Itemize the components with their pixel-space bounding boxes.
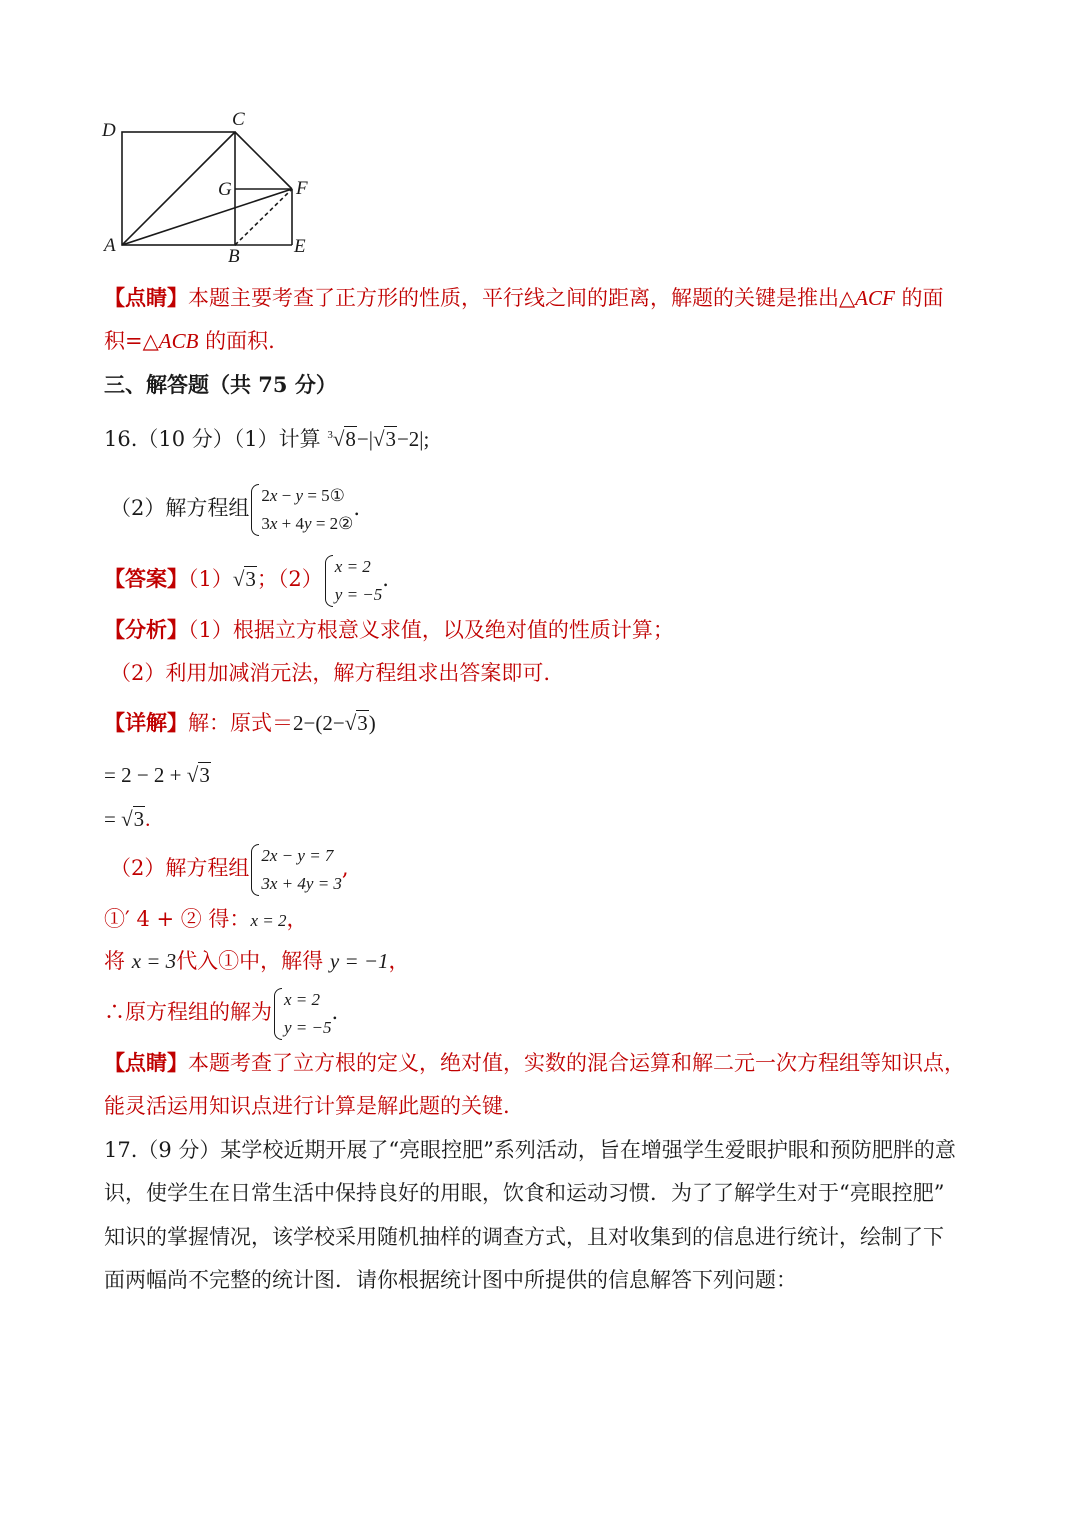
geometry-figure <box>98 104 338 264</box>
point2-line-2: 能灵活运用知识点进行计算是解此题的关键. <box>104 1094 510 1118</box>
detail-line-2: = 2 − 2 + √3 <box>104 763 210 787</box>
detail-tag: 【详解】 <box>104 710 188 735</box>
q17-line-2: 识，使学生在日常生活中保持良好的用眼，饮食和运动习惯．为了了解学生对于“亮眼控肥” <box>104 1181 945 1205</box>
detail-line-3: = √3. <box>104 807 151 831</box>
equation-system: 2x − y = 5① 3x + 4y = 2② <box>249 482 353 538</box>
solution-system: x = 2 y = −5 <box>272 986 332 1042</box>
analysis-line-2: （2）利用加减消元法，解方程组求出答案即可. <box>110 661 551 685</box>
answer-tag: 【答案】 <box>104 566 188 591</box>
detail-solution: ∴原方程组的解为 x = 2 y = −5 . <box>104 982 338 1042</box>
label-b: B <box>228 246 240 264</box>
analysis-tag: 【分析】 <box>104 617 188 642</box>
detail-step-2: 将 x = 3代入①中，解得 y = −1， <box>104 949 410 973</box>
segment-af <box>122 189 292 245</box>
label-a: A <box>104 235 116 256</box>
label-g: G <box>218 179 232 200</box>
detail-line-4: （2）解方程组 2x − y = 7 3x + 4y = 3 , <box>110 838 349 898</box>
section-title: 三、解答题（共 75 分） <box>104 372 337 397</box>
detail-step-1: ①′ 4 + ② 得：x = 2， <box>104 907 308 931</box>
q17-line-3: 知识的掌握情况，该学校采用随机抽样的调查方式，且对收集到的信息进行统计，绘制了下 <box>104 1225 944 1249</box>
q17-line-1: 17.（9 分）某学校近期开展了“亮眼控肥”系列活动，旨在增强学生爱眼护眼和预防肥胖的意 <box>104 1138 956 1162</box>
q16-line-2: （2）解方程组 2x − y = 5① 3x + 4y = 2② . <box>110 478 360 538</box>
label-d: D <box>102 120 116 141</box>
q16-line-1: 16.（10 分）（1）计算 $^3$√8−|√3−2|; <box>104 427 430 451</box>
detail-system: 2x − y = 7 3x + 4y = 3 <box>249 842 342 898</box>
detail-line-1: 【详解】解：原式＝2−(2−√3) <box>104 710 376 735</box>
label-e: E <box>294 236 306 257</box>
label-f: F <box>296 178 308 199</box>
analysis-line-1: 【分析】（1）根据立方根意义求值，以及绝对值的性质计算； <box>104 617 674 642</box>
point-line-1: 【点睛】本题主要考查了正方形的性质，平行线之间的距离，解题的关键是推出△ACF 的面 <box>104 285 944 310</box>
point2-line-1: 【点睛】本题考查了立方根的定义，绝对值，实数的混合运算和解二元一次方程组等知识点， <box>104 1050 965 1075</box>
point-line-2: 积=△ACB 的面积. <box>104 329 275 353</box>
segment-bf-dashed <box>235 189 292 245</box>
point-tag: 【点睛】 <box>104 285 188 310</box>
point2-tag: 【点睛】 <box>104 1050 188 1075</box>
q17-line-4: 面两幅尚不完整的统计图．请你根据统计图中所提供的信息解答下列问题： <box>104 1268 797 1292</box>
answer-system: x = 2 y = −5 <box>323 553 383 609</box>
label-c: C <box>232 109 245 130</box>
answer-line: 【答案】（1）√3；（2） x = 2 y = −5 . <box>104 549 389 609</box>
segment-cf <box>235 132 292 189</box>
